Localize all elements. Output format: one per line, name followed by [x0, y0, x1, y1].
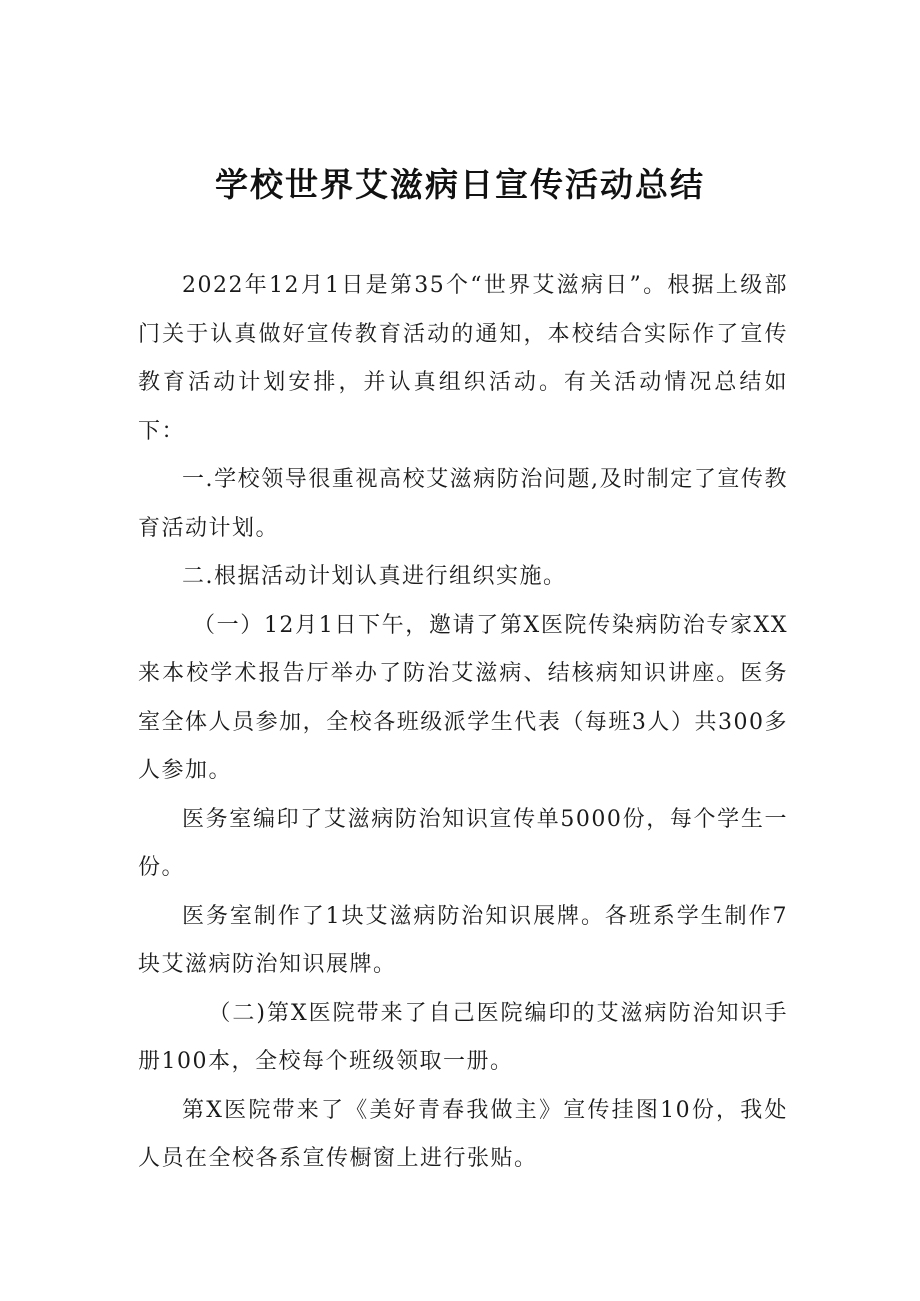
- paragraph-item-two: （二)第X医院带来了自己医院编印的艾滋病防治知识手册100本，全校每个班级领取一册。: [138, 1000, 788, 1074]
- document-title: 学校世界艾滋病日宣传活动总结: [215, 165, 705, 204]
- paragraph-leaflets: 医务室编印了艾滋病防治知识宣传单5000份，每个学生一份。: [138, 806, 788, 880]
- paragraph-intro: 2022年12月1日是第35个“世界艾滋病日”。根据上级部门关于认真做好宣传教育活动的通知，本校结合实际作了宣传教育活动计划安排，并认真组织活动。有关活动情况总结如下：: [138, 273, 788, 444]
- paragraph-posters: 第X医院带来了《美好青春我做主》宣传挂图10份，我处人员在全校各系宣传橱窗上进行张贴。: [138, 1097, 788, 1171]
- paragraph-item-one: （一）12月1日下午，邀请了第X医院传染病防治专家XX来本校学术报告厅举办了防治艾滋病、结核病知识讲座。医务室全体人员参加，全校各班级派学生代表（每班3人）共300多人参加。: [138, 612, 788, 783]
- paragraph-display-boards: 医务室制作了1块艾滋病防治知识展牌。各班系学生制作7块艾滋病防治知识展牌。: [138, 903, 788, 977]
- paragraph-section-two: 二.根据活动计划认真进行组织实施。: [182, 564, 567, 589]
- document-body: [138, 262, 788, 1184]
- paragraph-section-one: 一.学校领导很重视高校艾滋病防治问题,及时制定了宣传教育活动计划。: [138, 467, 788, 541]
